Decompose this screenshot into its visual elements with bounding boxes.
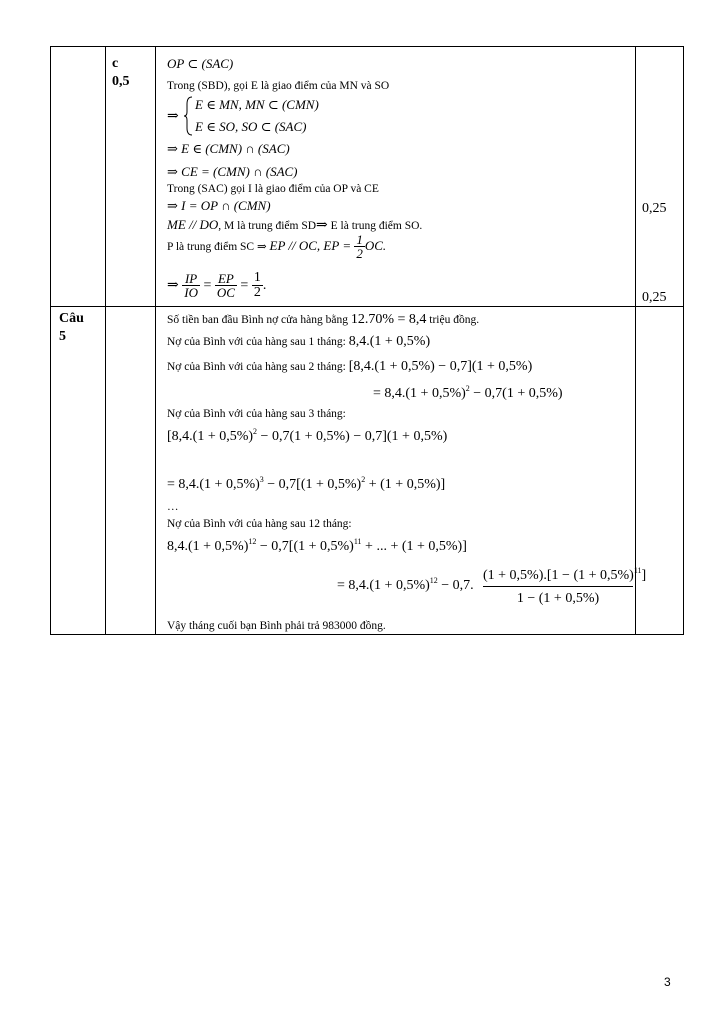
exponent: 12 bbox=[248, 537, 257, 546]
text-line: Nợ của Bình với của hàng sau 3 tháng: bbox=[167, 408, 346, 420]
month-3-line bbox=[167, 428, 447, 444]
fraction-denominator: 2 bbox=[356, 246, 363, 261]
math-expression: − 0,7[(1 + 0,5%) bbox=[263, 477, 362, 492]
equals-sign: = bbox=[236, 278, 252, 294]
fraction-denominator: IO bbox=[184, 285, 198, 300]
math-expression: = 8,4.(1 + 0,5%) bbox=[373, 386, 466, 401]
math-line: E ∈ MN, MN ⊂ (CMN) bbox=[195, 97, 319, 112]
math-expression: 8,4.(1 + 0,5%) bbox=[348, 334, 431, 349]
math-expression: EP // OC, EP = bbox=[269, 238, 355, 254]
text-line: Nợ của Bình với của hàng sau 12 tháng: bbox=[167, 518, 352, 530]
answer-table bbox=[50, 46, 684, 635]
text-segment: Số tiền ban đầu Bình nợ cửa hàng bằng bbox=[167, 314, 351, 326]
math-line: ⇒ E ∈ (CMN) ∩ (SAC) bbox=[167, 141, 290, 156]
question-label: Câu bbox=[59, 311, 84, 326]
exponent: 2 bbox=[361, 475, 366, 484]
score: 0,25 bbox=[642, 201, 667, 216]
exponent: 2 bbox=[253, 427, 258, 436]
math-line: OP ⊂ (SAC) bbox=[167, 56, 234, 71]
math-expression: + (1 + 0,5%)] bbox=[365, 477, 446, 492]
text-segment: E là trung điểm SO. bbox=[327, 220, 423, 232]
table-column-divider bbox=[105, 47, 106, 634]
exponent: 11 bbox=[353, 537, 362, 546]
midpoint-line bbox=[167, 217, 422, 233]
math-expression: ME // DO bbox=[167, 217, 219, 232]
fraction bbox=[354, 233, 365, 260]
math-expression: [8,4.(1 + 0,5%) bbox=[167, 429, 254, 444]
exponent: 2 bbox=[465, 384, 470, 393]
equals-sign: = bbox=[199, 278, 215, 294]
text-segment: Nợ của Bình với của hàng sau 2 tháng: bbox=[167, 361, 349, 373]
exponent: 12 bbox=[429, 576, 438, 585]
fraction bbox=[215, 272, 237, 299]
period: . bbox=[262, 278, 267, 294]
page-number: 3 bbox=[664, 975, 671, 989]
geometric-sum-fraction bbox=[483, 566, 647, 606]
math-expression: 12.70% = 8,4 bbox=[350, 312, 427, 327]
fraction-denominator: OC bbox=[216, 285, 235, 300]
math-expression: OC. bbox=[364, 238, 387, 254]
table-column-divider bbox=[635, 47, 636, 634]
math-expression: [8,4.(1 + 0,5%) − 0,7](1 + 0,5%) bbox=[348, 359, 533, 374]
fraction-numerator: 1 bbox=[356, 232, 363, 247]
text-line: Trong (SAC) gọi I là giao điểm của OP và CE bbox=[167, 183, 379, 195]
fraction bbox=[252, 271, 263, 300]
text-segment: triệu đồng. bbox=[426, 314, 480, 326]
fraction-numerator: 1 bbox=[253, 270, 261, 285]
text-segment: , M là trung điểm SD bbox=[218, 220, 317, 232]
math-expression: ] bbox=[641, 568, 647, 583]
answer-content bbox=[161, 47, 647, 634]
text-segment: P là trung điểm SC ⇒ bbox=[167, 241, 270, 254]
ellipsis: … bbox=[167, 501, 179, 513]
question-number: 5 bbox=[59, 329, 66, 344]
exponent: 3 bbox=[259, 475, 264, 484]
math-expression: (1 + 0,5%).[1 − (1 + 0,5%) bbox=[483, 568, 634, 583]
implies-symbol: ⇒ bbox=[167, 278, 183, 294]
brace-icon bbox=[183, 96, 193, 136]
fraction-denominator: 1 − (1 + 0,5%) bbox=[516, 591, 600, 606]
fraction bbox=[182, 272, 200, 299]
math-line: ⇒ I = OP ∩ (CMN) bbox=[167, 198, 271, 213]
math-expression: + ... + (1 + 0,5%)] bbox=[361, 539, 467, 554]
implies-symbol: ⇒ bbox=[167, 109, 179, 124]
math-expression: − 0,7(1 + 0,5%) bbox=[469, 386, 563, 401]
fraction-numerator bbox=[483, 566, 647, 587]
exponent: 11 bbox=[633, 566, 642, 575]
initial-debt-line bbox=[167, 311, 479, 327]
part-points: 0,5 bbox=[112, 74, 130, 89]
conclusion-line: Vậy tháng cuối bạn Bình phải trả 983000 đồng. bbox=[167, 620, 386, 632]
implies-symbol: ⇒ bbox=[316, 218, 328, 233]
text-segment: Nợ của Bình với của hàng sau 1 tháng: bbox=[167, 336, 349, 348]
math-expression: − 0,7. bbox=[437, 578, 474, 593]
math-expression: = 8,4.(1 + 0,5%) bbox=[167, 477, 260, 492]
fraction-numerator: EP bbox=[215, 272, 237, 286]
fraction-numerator: IP bbox=[182, 272, 200, 286]
math-expression: − 0,7(1 + 0,5%) − 0,7](1 + 0,5%) bbox=[257, 429, 448, 444]
fraction-denominator: 2 bbox=[253, 285, 261, 300]
math-expression: − 0,7[(1 + 0,5%) bbox=[256, 539, 354, 554]
month-12-result bbox=[337, 577, 474, 593]
month-12-line bbox=[167, 538, 467, 554]
math-line: ⇒ CE = (CMN) ∩ (SAC) bbox=[167, 164, 298, 179]
month-3-result bbox=[167, 476, 445, 492]
ratio-line bbox=[167, 271, 266, 300]
math-line: E ∈ SO, SO ⊂ (SAC) bbox=[195, 119, 307, 134]
text-line: Trong (SBD), gọi E là giao điểm của MN và SO bbox=[167, 80, 390, 92]
month-2-result bbox=[373, 385, 563, 401]
math-expression: = 8,4.(1 + 0,5%) bbox=[337, 578, 430, 593]
math-expression: 8,4.(1 + 0,5%) bbox=[167, 539, 249, 554]
month-1-line bbox=[167, 333, 430, 349]
midpoint-p-line bbox=[167, 233, 386, 260]
score: 0,25 bbox=[642, 290, 667, 305]
month-2-line bbox=[167, 358, 532, 374]
table-column-divider bbox=[155, 47, 156, 634]
part-label: c bbox=[112, 56, 119, 71]
